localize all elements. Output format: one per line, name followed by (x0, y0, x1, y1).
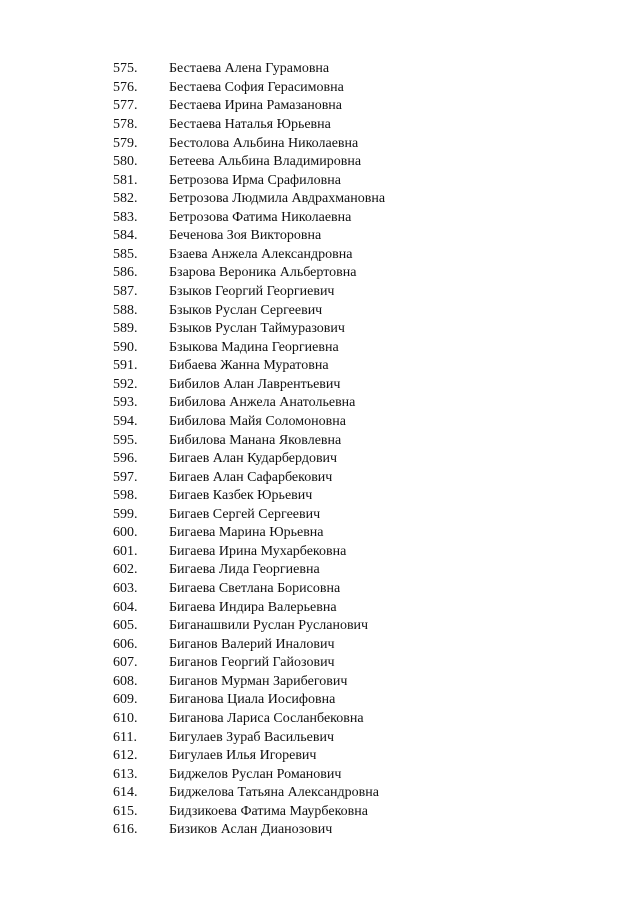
person-name: Бигаева Ирина Мухарбековна (169, 543, 347, 559)
person-name: Беченова Зоя Викторовна (169, 228, 322, 244)
person-name: Бигаева Марина Юрьевна (169, 525, 324, 541)
person-name: Биганова Лариса Сосланбековна (169, 710, 364, 726)
list-item (0, 450, 640, 469)
item-number: 589. (113, 321, 138, 337)
item-number: 601. (113, 543, 138, 559)
list-item (0, 320, 640, 339)
list-item (0, 283, 640, 302)
person-name: Бетрозова Фатима Николаевна (169, 209, 352, 225)
item-number: 591. (113, 358, 138, 374)
list-item (0, 524, 640, 543)
item-number: 594. (113, 413, 138, 429)
item-number: 595. (113, 432, 138, 448)
item-number: 575. (113, 61, 138, 77)
person-name: Биджелова Татьяна Александровна (169, 785, 379, 801)
item-number: 580. (113, 154, 138, 170)
list-item (0, 747, 640, 766)
person-name: Биджелов Руслан Романович (169, 766, 342, 782)
item-number: 590. (113, 339, 138, 355)
person-name: Бзыков Георгий Георгиевич (169, 284, 335, 300)
person-name: Бзаева Анжела Александровна (169, 246, 353, 262)
person-name: Бигаев Казбек Юрьевич (169, 488, 313, 504)
list-item (0, 561, 640, 580)
item-number: 610. (113, 710, 138, 726)
list-item (0, 728, 640, 747)
name-list (0, 60, 640, 840)
person-name: Бигулаев Зураб Васильевич (169, 729, 335, 745)
list-item (0, 691, 640, 710)
item-number: 576. (113, 79, 138, 95)
person-name: Бзыков Руслан Таймуразович (169, 321, 345, 337)
list-item (0, 190, 640, 209)
list-item (0, 227, 640, 246)
list-item (0, 803, 640, 822)
item-number: 588. (113, 302, 138, 318)
list-item (0, 710, 640, 729)
item-number: 583. (113, 209, 138, 225)
list-item (0, 821, 640, 840)
item-number: 598. (113, 488, 138, 504)
person-name: Биганова Циала Иосифовна (169, 692, 336, 708)
item-number: 592. (113, 376, 138, 392)
item-number: 614. (113, 785, 138, 801)
item-number: 602. (113, 562, 138, 578)
list-item (0, 784, 640, 803)
person-name: Бигаев Алан Сафарбекович (169, 469, 333, 485)
item-number: 600. (113, 525, 138, 541)
item-number: 577. (113, 98, 138, 114)
list-item (0, 654, 640, 673)
list-item (0, 60, 640, 79)
list-item (0, 153, 640, 172)
item-number: 616. (113, 822, 138, 838)
person-name: Бибилова Анжела Анатольевна (169, 395, 356, 411)
item-number: 578. (113, 116, 138, 132)
item-number: 581. (113, 172, 138, 188)
person-name: Биганашвили Руслан Русланович (169, 618, 369, 634)
person-name: Бигаева Светлана Борисовна (169, 581, 341, 597)
list-item (0, 97, 640, 116)
item-number: 613. (113, 766, 138, 782)
item-number: 612. (113, 748, 138, 764)
person-name: Бизиков Аслан Дианозович (169, 822, 333, 838)
item-number: 582. (113, 191, 138, 207)
list-item (0, 487, 640, 506)
person-name: Бестолова Альбина Николаевна (169, 135, 359, 151)
person-name: Бигаев Алан Кударбердович (169, 451, 338, 467)
person-name: Бетеева Альбина Владимировна (169, 154, 362, 170)
person-name: Бзарова Вероника Альбертовна (169, 265, 357, 281)
item-number: 607. (113, 655, 138, 671)
list-item (0, 209, 640, 228)
person-name: Бзыкова Мадина Георгиевна (169, 339, 339, 355)
list-item (0, 635, 640, 654)
list-item (0, 264, 640, 283)
person-name: Бибилов Алан Лаврентьевич (169, 376, 341, 392)
item-number: 584. (113, 228, 138, 244)
item-number: 605. (113, 618, 138, 634)
item-number: 608. (113, 673, 138, 689)
person-name: Биганов Мурман Зарибегович (169, 673, 348, 689)
item-number: 585. (113, 246, 138, 262)
item-number: 586. (113, 265, 138, 281)
person-name: Бестаева Ирина Рамазановна (169, 98, 343, 114)
list-item (0, 468, 640, 487)
list-item (0, 394, 640, 413)
item-number: 615. (113, 803, 138, 819)
person-name: Бигаева Лида Георгиевна (169, 562, 320, 578)
person-name: Бигаев Сергей Сергеевич (169, 506, 321, 522)
list-item (0, 543, 640, 562)
person-name: Бигулаев Илья Игоревич (169, 748, 317, 764)
list-item (0, 116, 640, 135)
list-item (0, 506, 640, 525)
person-name: Бетрозова Ирма Срафиловна (169, 172, 341, 188)
item-number: 593. (113, 395, 138, 411)
person-name: Бестаева София Герасимовна (169, 79, 344, 95)
list-item (0, 246, 640, 265)
person-name: Бетрозова Людмила Авдрахмановна (169, 191, 386, 207)
list-item (0, 171, 640, 190)
item-number: 604. (113, 599, 138, 615)
person-name: Бибаева Жанна Муратовна (169, 358, 329, 374)
list-item (0, 134, 640, 153)
list-item (0, 376, 640, 395)
item-number: 597. (113, 469, 138, 485)
item-number: 603. (113, 581, 138, 597)
list-item (0, 673, 640, 692)
list-item (0, 357, 640, 376)
person-name: Бибилова Манана Яковлевна (169, 432, 342, 448)
list-item (0, 413, 640, 432)
person-name: Биганов Валерий Иналович (169, 636, 335, 652)
list-item (0, 301, 640, 320)
item-number: 611. (113, 729, 137, 745)
item-number: 587. (113, 284, 138, 300)
list-item (0, 598, 640, 617)
person-name: Бигаева Индира Валерьевна (169, 599, 337, 615)
person-name: Бидзикоева Фатима Маурбековна (169, 803, 368, 819)
item-number: 599. (113, 506, 138, 522)
list-item (0, 79, 640, 98)
item-number: 606. (113, 636, 138, 652)
person-name: Бзыков Руслан Сергеевич (169, 302, 323, 318)
list-item (0, 338, 640, 357)
list-item (0, 765, 640, 784)
person-name: Бестаева Алена Гурамовна (169, 61, 330, 77)
person-name: Бестаева Наталья Юрьевна (169, 116, 331, 132)
item-number: 609. (113, 692, 138, 708)
item-number: 579. (113, 135, 138, 151)
list-item (0, 617, 640, 636)
person-name: Биганов Георгий Гайозович (169, 655, 335, 671)
list-item (0, 431, 640, 450)
list-item (0, 580, 640, 599)
person-name: Бибилова Майя Соломоновна (169, 413, 346, 429)
item-number: 596. (113, 451, 138, 467)
